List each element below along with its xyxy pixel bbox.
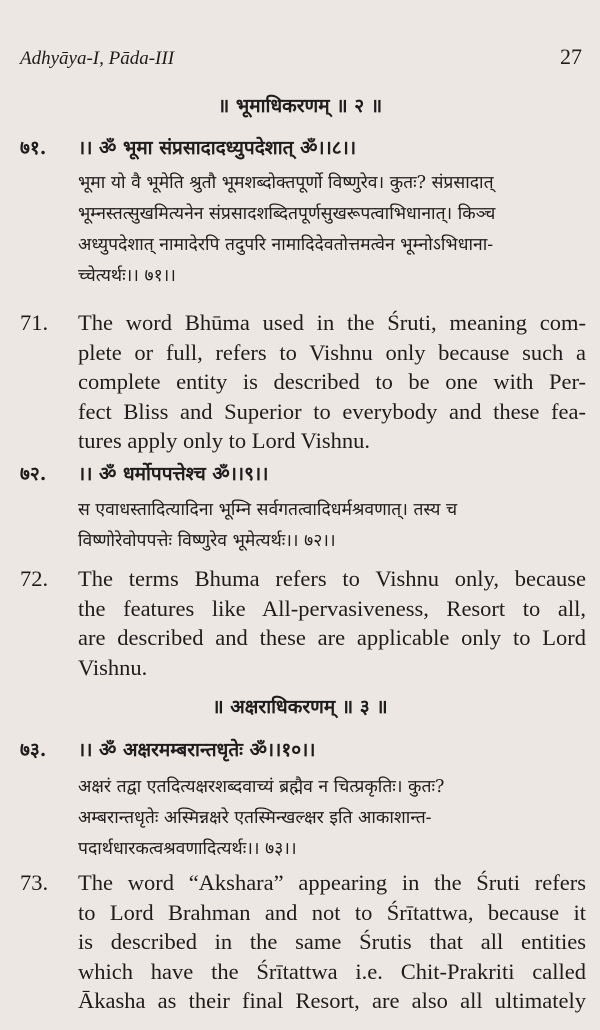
translation-71 [20, 308, 586, 456]
commentary-line: च्चेत्यर्थः।। ७१।। [78, 266, 176, 286]
commentary-72 [78, 495, 584, 557]
translation-line: The terms Bhuma refers to Vishnu only, because [78, 566, 586, 591]
page-number: 27 [560, 44, 582, 69]
sutra-text: ।। ॐ भूमा संप्रसादादध्युपदेशात् ॐ।।८।। [78, 137, 357, 159]
translation-line: Ākasha as their final Resort, are also all ultimately [78, 988, 586, 1013]
translation-line: is described in the same Śrutis that all entities [78, 929, 586, 954]
translation-number: 73. [20, 870, 49, 895]
commentary-line: अम्बरान्तधृतेः अस्मिन्नक्षरे एतस्मिन्खल्क्षर इति आकाशान्त- [78, 808, 432, 828]
sutra-73 [20, 736, 586, 762]
translation-line: The word “Akshara” appearing in the Śruti refers [78, 870, 586, 895]
section-heading-bhumadhikarana: ॥ भूमाधिकरणम् ॥ २ ॥ [217, 95, 383, 117]
translation-number: 72. [20, 566, 49, 591]
page-header [20, 44, 582, 70]
translation-line: are described and these are applicable only to Lord [78, 625, 586, 650]
sutra-72 [20, 460, 586, 486]
sutra-number: ७२. [20, 463, 47, 485]
section-heading-aksharadhikarana: ॥ अक्षराधिकरणम् ॥ ३ ॥ [212, 696, 388, 718]
commentary-73 [78, 772, 584, 865]
commentary-line: पदार्थधारकत्वश्रवणादित्यर्थः।। ७३।। [78, 839, 297, 859]
translation-line: complete entity is described to be one with Per- [78, 369, 586, 394]
commentary-line: विष्णोरेवोपपत्तेः विष्णुरेव भूमेत्यर्थः।। ७२।। [78, 531, 336, 551]
commentary-line: स एवाधस्तादित्यादिना भूम्नि सर्वगतत्वादिधर्मश्रवणात्। तस्य च [78, 500, 458, 520]
translation-line: plete or full, refers to Vishnu only because such a [78, 339, 586, 365]
commentary-line: भूमा यो वै भूमेति श्रुतौ भूमशब्दोक्तपूर्णो विष्णुरेव। कुतः? संप्रसादात् [78, 173, 494, 193]
sutra-text: ।। ॐ अक्षरमम्बरान्तधृतेः ॐ।।१०।। [78, 739, 316, 761]
translation-line: which have the Śrītattwa i.e. Chit-Prakriti called [78, 958, 586, 984]
translation-72 [20, 564, 586, 682]
sutra-text: ।। ॐ धर्मोपपत्तेश्च ॐ।।९।। [78, 463, 269, 485]
commentary-line: अक्षरं तद्वा एतदित्यक्षरशब्दवाच्यं ब्रह्मैव न चित्प्रकृतिः। कुतः? [78, 777, 445, 797]
sutra-71 [20, 134, 586, 160]
translation-line: Vishnu. [78, 654, 148, 680]
translation-line: to Lord Brahman and not to Śrītattwa, because it [78, 899, 586, 925]
translation-line: The word Bhūma used in the Śruti, meaning com- [78, 310, 586, 335]
commentary-line: भूम्नस्तत्सुखमित्यनेन संप्रसादशब्दितपूर्णसुखरूपत्वाभिधानात्। किञ्च [78, 204, 496, 224]
commentary-71 [78, 168, 584, 292]
translation-line: tures apply only to Lord Vishnu. [78, 428, 370, 453]
translation-line: fect Bliss and Superior to everybody and these fea- [78, 398, 586, 424]
sutra-number: ७१. [20, 137, 47, 159]
translation-73 [20, 868, 586, 1016]
running-head: Adhyāya-I, Pāda-III [20, 48, 175, 69]
translation-line: the features like All-pervasiveness, Resort to all, [78, 595, 586, 621]
commentary-line: अध्युपदेशात् नामादेरपि तदुपरि नामादिदेवतोत्तमत्वेन भूम्नोऽभिधाना- [78, 235, 494, 255]
translation-number: 71. [20, 310, 49, 335]
sutra-number: ७३. [20, 739, 47, 761]
